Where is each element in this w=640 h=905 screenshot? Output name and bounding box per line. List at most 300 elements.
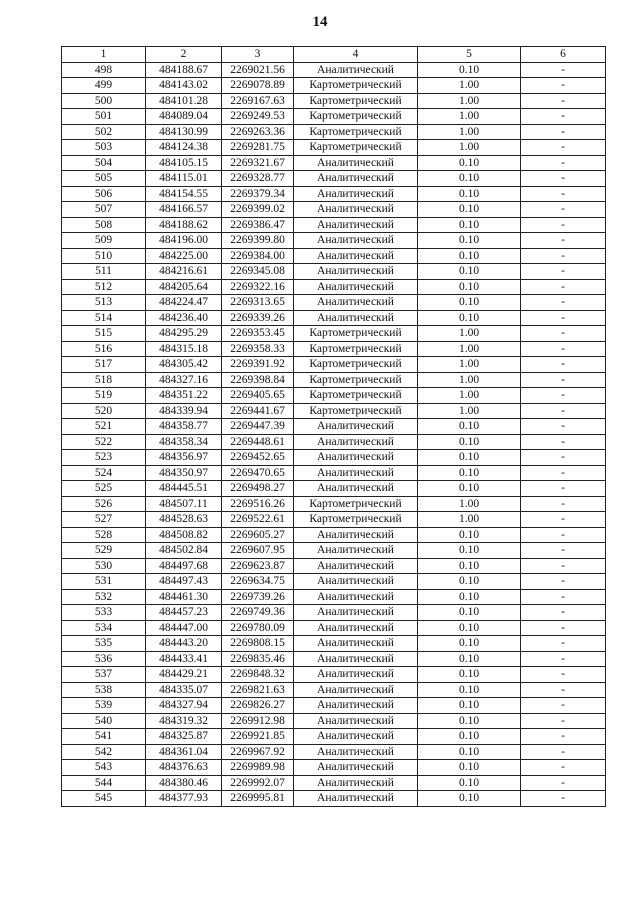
point-number-cell: 538 [62, 682, 146, 698]
note-cell: - [521, 481, 606, 497]
note-cell: - [521, 419, 606, 435]
accuracy-cell: 0.10 [418, 667, 521, 683]
accuracy-cell: 1.00 [418, 388, 521, 404]
accuracy-cell: 0.10 [418, 419, 521, 435]
method-cell: Аналитический [294, 450, 418, 466]
accuracy-cell: 0.10 [418, 729, 521, 745]
point-number-cell: 501 [62, 109, 146, 125]
x-coordinate-cell: 484429.21 [146, 667, 222, 683]
table-row [62, 729, 606, 745]
table-row [62, 279, 606, 295]
y-coordinate-cell: 2269780.09 [222, 620, 294, 636]
method-cell: Аналитический [294, 543, 418, 559]
note-cell: - [521, 93, 606, 109]
point-number-cell: 529 [62, 543, 146, 559]
method-cell: Аналитический [294, 465, 418, 481]
accuracy-cell: 1.00 [418, 326, 521, 342]
x-coordinate-cell: 484508.82 [146, 527, 222, 543]
point-number-cell: 513 [62, 295, 146, 311]
note-cell: - [521, 465, 606, 481]
method-cell: Аналитический [294, 233, 418, 249]
accuracy-cell: 0.10 [418, 543, 521, 559]
method-cell: Аналитический [294, 760, 418, 776]
accuracy-cell: 1.00 [418, 78, 521, 94]
accuracy-cell: 0.10 [418, 589, 521, 605]
point-number-cell: 543 [62, 760, 146, 776]
accuracy-cell: 0.10 [418, 264, 521, 280]
method-cell: Аналитический [294, 791, 418, 807]
method-cell: Аналитический [294, 775, 418, 791]
accuracy-cell: 0.10 [418, 481, 521, 497]
method-cell: Аналитический [294, 171, 418, 187]
y-coordinate-cell: 2269021.56 [222, 62, 294, 78]
accuracy-cell: 0.10 [418, 620, 521, 636]
note-cell: - [521, 527, 606, 543]
note-cell: - [521, 744, 606, 760]
x-coordinate-cell: 484377.93 [146, 791, 222, 807]
method-cell: Картометрический [294, 93, 418, 109]
x-coordinate-cell: 484327.16 [146, 372, 222, 388]
method-cell: Аналитический [294, 155, 418, 171]
method-cell: Аналитический [294, 574, 418, 590]
accuracy-cell: 0.10 [418, 186, 521, 202]
x-coordinate-cell: 484325.87 [146, 729, 222, 745]
y-coordinate-cell: 2269386.47 [222, 217, 294, 233]
note-cell: - [521, 62, 606, 78]
note-cell: - [521, 186, 606, 202]
note-cell: - [521, 264, 606, 280]
method-cell: Картометрический [294, 372, 418, 388]
note-cell: - [521, 698, 606, 714]
note-cell: - [521, 620, 606, 636]
note-cell: - [521, 155, 606, 171]
note-cell: - [521, 124, 606, 140]
method-cell: Картометрический [294, 124, 418, 140]
table-row [62, 605, 606, 621]
point-number-cell: 500 [62, 93, 146, 109]
y-coordinate-cell: 2269808.15 [222, 636, 294, 652]
x-coordinate-cell: 484327.94 [146, 698, 222, 714]
point-number-cell: 516 [62, 341, 146, 357]
point-number-cell: 510 [62, 248, 146, 264]
table-row [62, 295, 606, 311]
note-cell: - [521, 217, 606, 233]
point-number-cell: 505 [62, 171, 146, 187]
y-coordinate-cell: 2269522.61 [222, 512, 294, 528]
x-coordinate-cell: 484457.23 [146, 605, 222, 621]
table-row [62, 791, 606, 807]
accuracy-cell: 0.10 [418, 450, 521, 466]
y-coordinate-cell: 2269967.92 [222, 744, 294, 760]
x-coordinate-cell: 484497.68 [146, 558, 222, 574]
table-row [62, 527, 606, 543]
note-cell: - [521, 140, 606, 156]
table-row [62, 372, 606, 388]
accuracy-cell: 0.10 [418, 295, 521, 311]
y-coordinate-cell: 2269516.26 [222, 496, 294, 512]
x-coordinate-cell: 484356.97 [146, 450, 222, 466]
y-coordinate-cell: 2269078.89 [222, 78, 294, 94]
y-coordinate-cell: 2269605.27 [222, 527, 294, 543]
column-header: 6 [521, 47, 606, 63]
x-coordinate-cell: 484358.77 [146, 419, 222, 435]
table-row [62, 744, 606, 760]
y-coordinate-cell: 2269912.98 [222, 713, 294, 729]
coordinates-table [61, 46, 606, 807]
accuracy-cell: 1.00 [418, 372, 521, 388]
x-coordinate-cell: 484188.67 [146, 62, 222, 78]
point-number-cell: 524 [62, 465, 146, 481]
x-coordinate-cell: 484376.63 [146, 760, 222, 776]
method-cell: Аналитический [294, 62, 418, 78]
method-cell: Аналитический [294, 279, 418, 295]
method-cell: Аналитический [294, 620, 418, 636]
note-cell: - [521, 589, 606, 605]
point-number-cell: 508 [62, 217, 146, 233]
y-coordinate-cell: 2269448.61 [222, 434, 294, 450]
point-number-cell: 527 [62, 512, 146, 528]
table-row [62, 667, 606, 683]
point-number-cell: 509 [62, 233, 146, 249]
table-row [62, 419, 606, 435]
note-cell: - [521, 651, 606, 667]
y-coordinate-cell: 2269339.26 [222, 310, 294, 326]
table-row [62, 388, 606, 404]
method-cell: Аналитический [294, 202, 418, 218]
method-cell: Аналитический [294, 264, 418, 280]
point-number-cell: 525 [62, 481, 146, 497]
table-row [62, 403, 606, 419]
method-cell: Аналитический [294, 729, 418, 745]
point-number-cell: 511 [62, 264, 146, 280]
accuracy-cell: 0.10 [418, 605, 521, 621]
note-cell: - [521, 450, 606, 466]
y-coordinate-cell: 2269313.65 [222, 295, 294, 311]
point-number-cell: 523 [62, 450, 146, 466]
table-row [62, 341, 606, 357]
y-coordinate-cell: 2269835.46 [222, 651, 294, 667]
note-cell: - [521, 496, 606, 512]
point-number-cell: 515 [62, 326, 146, 342]
note-cell: - [521, 574, 606, 590]
table-row [62, 434, 606, 450]
accuracy-cell: 0.10 [418, 791, 521, 807]
point-number-cell: 503 [62, 140, 146, 156]
table-row [62, 62, 606, 78]
x-coordinate-cell: 484447.00 [146, 620, 222, 636]
point-number-cell: 533 [62, 605, 146, 621]
table-row [62, 512, 606, 528]
point-number-cell: 530 [62, 558, 146, 574]
table-row [62, 760, 606, 776]
x-coordinate-cell: 484319.32 [146, 713, 222, 729]
x-coordinate-cell: 484380.46 [146, 775, 222, 791]
accuracy-cell: 0.10 [418, 682, 521, 698]
y-coordinate-cell: 2269405.65 [222, 388, 294, 404]
method-cell: Аналитический [294, 651, 418, 667]
x-coordinate-cell: 484166.57 [146, 202, 222, 218]
x-coordinate-cell: 484143.02 [146, 78, 222, 94]
table-row [62, 326, 606, 342]
table-row [62, 140, 606, 156]
table-row [62, 109, 606, 125]
accuracy-cell: 0.10 [418, 713, 521, 729]
table-row [62, 543, 606, 559]
note-cell: - [521, 372, 606, 388]
x-coordinate-cell: 484361.04 [146, 744, 222, 760]
accuracy-cell: 1.00 [418, 124, 521, 140]
y-coordinate-cell: 2269447.39 [222, 419, 294, 435]
accuracy-cell: 0.10 [418, 744, 521, 760]
accuracy-cell: 0.10 [418, 248, 521, 264]
point-number-cell: 521 [62, 419, 146, 435]
y-coordinate-cell: 2269441.67 [222, 403, 294, 419]
note-cell: - [521, 434, 606, 450]
method-cell: Картометрический [294, 78, 418, 94]
table-row [62, 651, 606, 667]
table-row [62, 248, 606, 264]
y-coordinate-cell: 2269399.02 [222, 202, 294, 218]
x-coordinate-cell: 484339.94 [146, 403, 222, 419]
point-number-cell: 498 [62, 62, 146, 78]
point-number-cell: 531 [62, 574, 146, 590]
point-number-cell: 536 [62, 651, 146, 667]
accuracy-cell: 0.10 [418, 155, 521, 171]
accuracy-cell: 1.00 [418, 496, 521, 512]
x-coordinate-cell: 484105.15 [146, 155, 222, 171]
method-cell: Аналитический [294, 698, 418, 714]
y-coordinate-cell: 2269623.87 [222, 558, 294, 574]
y-coordinate-cell: 2269353.45 [222, 326, 294, 342]
accuracy-cell: 0.10 [418, 636, 521, 652]
method-cell: Аналитический [294, 434, 418, 450]
point-number-cell: 544 [62, 775, 146, 791]
x-coordinate-cell: 484350.97 [146, 465, 222, 481]
table-row [62, 775, 606, 791]
point-number-cell: 542 [62, 744, 146, 760]
y-coordinate-cell: 2269398.84 [222, 372, 294, 388]
accuracy-cell: 1.00 [418, 93, 521, 109]
method-cell: Аналитический [294, 310, 418, 326]
method-cell: Аналитический [294, 667, 418, 683]
point-number-cell: 522 [62, 434, 146, 450]
y-coordinate-cell: 2269749.36 [222, 605, 294, 621]
page-number: 14 [312, 14, 328, 30]
column-header: 4 [294, 47, 418, 63]
y-coordinate-cell: 2269358.33 [222, 341, 294, 357]
note-cell: - [521, 357, 606, 373]
x-coordinate-cell: 484295.29 [146, 326, 222, 342]
x-coordinate-cell: 484335.07 [146, 682, 222, 698]
point-number-cell: 535 [62, 636, 146, 652]
table-row [62, 217, 606, 233]
note-cell: - [521, 667, 606, 683]
table-row [62, 264, 606, 280]
method-cell: Картометрический [294, 140, 418, 156]
note-cell: - [521, 388, 606, 404]
x-coordinate-cell: 484315.18 [146, 341, 222, 357]
y-coordinate-cell: 2269345.08 [222, 264, 294, 280]
table-header [62, 47, 606, 63]
accuracy-cell: 0.10 [418, 651, 521, 667]
note-cell: - [521, 729, 606, 745]
x-coordinate-cell: 484497.43 [146, 574, 222, 590]
point-number-cell: 502 [62, 124, 146, 140]
note-cell: - [521, 248, 606, 264]
accuracy-cell: 0.10 [418, 698, 521, 714]
method-cell: Аналитический [294, 248, 418, 264]
header-row [62, 47, 606, 63]
accuracy-cell: 0.10 [418, 233, 521, 249]
note-cell: - [521, 326, 606, 342]
note-cell: - [521, 760, 606, 776]
x-coordinate-cell: 484216.61 [146, 264, 222, 280]
note-cell: - [521, 682, 606, 698]
y-coordinate-cell: 2269995.81 [222, 791, 294, 807]
table-row [62, 450, 606, 466]
y-coordinate-cell: 2269322.16 [222, 279, 294, 295]
accuracy-cell: 0.10 [418, 574, 521, 590]
y-coordinate-cell: 2269992.07 [222, 775, 294, 791]
accuracy-cell: 0.10 [418, 558, 521, 574]
x-coordinate-cell: 484507.11 [146, 496, 222, 512]
y-coordinate-cell: 2269452.65 [222, 450, 294, 466]
x-coordinate-cell: 484196.00 [146, 233, 222, 249]
x-coordinate-cell: 484502.84 [146, 543, 222, 559]
y-coordinate-cell: 2269921.85 [222, 729, 294, 745]
accuracy-cell: 0.10 [418, 62, 521, 78]
x-coordinate-cell: 484528.63 [146, 512, 222, 528]
note-cell: - [521, 109, 606, 125]
note-cell: - [521, 310, 606, 326]
table-row [62, 558, 606, 574]
method-cell: Аналитический [294, 481, 418, 497]
point-number-cell: 504 [62, 155, 146, 171]
y-coordinate-cell: 2269989.98 [222, 760, 294, 776]
point-number-cell: 532 [62, 589, 146, 605]
method-cell: Аналитический [294, 186, 418, 202]
table-row [62, 589, 606, 605]
point-number-cell: 499 [62, 78, 146, 94]
table-row [62, 698, 606, 714]
table-row [62, 310, 606, 326]
x-coordinate-cell: 484236.40 [146, 310, 222, 326]
y-coordinate-cell: 2269167.63 [222, 93, 294, 109]
y-coordinate-cell: 2269379.34 [222, 186, 294, 202]
table-row [62, 171, 606, 187]
x-coordinate-cell: 484305.42 [146, 357, 222, 373]
table-row [62, 481, 606, 497]
method-cell: Аналитический [294, 217, 418, 233]
x-coordinate-cell: 484461.30 [146, 589, 222, 605]
y-coordinate-cell: 2269281.75 [222, 140, 294, 156]
point-number-cell: 545 [62, 791, 146, 807]
note-cell: - [521, 636, 606, 652]
y-coordinate-cell: 2269321.67 [222, 155, 294, 171]
x-coordinate-cell: 484445.51 [146, 481, 222, 497]
method-cell: Картометрический [294, 357, 418, 373]
table-body [62, 62, 606, 806]
accuracy-cell: 0.10 [418, 527, 521, 543]
point-number-cell: 512 [62, 279, 146, 295]
x-coordinate-cell: 484358.34 [146, 434, 222, 450]
y-coordinate-cell: 2269399.80 [222, 233, 294, 249]
accuracy-cell: 0.10 [418, 310, 521, 326]
x-coordinate-cell: 484351.22 [146, 388, 222, 404]
x-coordinate-cell: 484154.55 [146, 186, 222, 202]
column-header: 2 [146, 47, 222, 63]
accuracy-cell: 1.00 [418, 341, 521, 357]
point-number-cell: 534 [62, 620, 146, 636]
table-row [62, 357, 606, 373]
method-cell: Аналитический [294, 527, 418, 543]
note-cell: - [521, 605, 606, 621]
accuracy-cell: 0.10 [418, 760, 521, 776]
point-number-cell: 517 [62, 357, 146, 373]
note-cell: - [521, 713, 606, 729]
y-coordinate-cell: 2269826.27 [222, 698, 294, 714]
y-coordinate-cell: 2269821.63 [222, 682, 294, 698]
accuracy-cell: 1.00 [418, 109, 521, 125]
method-cell: Картометрический [294, 512, 418, 528]
column-header: 1 [62, 47, 146, 63]
point-number-cell: 506 [62, 186, 146, 202]
method-cell: Картометрический [294, 403, 418, 419]
table-row [62, 465, 606, 481]
x-coordinate-cell: 484124.38 [146, 140, 222, 156]
method-cell: Картометрический [294, 388, 418, 404]
column-header: 5 [418, 47, 521, 63]
accuracy-cell: 0.10 [418, 202, 521, 218]
accuracy-cell: 1.00 [418, 512, 521, 528]
table-row [62, 713, 606, 729]
method-cell: Аналитический [294, 558, 418, 574]
method-cell: Аналитический [294, 295, 418, 311]
x-coordinate-cell: 484443.20 [146, 636, 222, 652]
point-number-cell: 518 [62, 372, 146, 388]
note-cell: - [521, 78, 606, 94]
table-row [62, 496, 606, 512]
note-cell: - [521, 171, 606, 187]
point-number-cell: 507 [62, 202, 146, 218]
table-row [62, 202, 606, 218]
y-coordinate-cell: 2269634.75 [222, 574, 294, 590]
x-coordinate-cell: 484225.00 [146, 248, 222, 264]
note-cell: - [521, 233, 606, 249]
note-cell: - [521, 543, 606, 559]
note-cell: - [521, 202, 606, 218]
accuracy-cell: 0.10 [418, 171, 521, 187]
point-number-cell: 540 [62, 713, 146, 729]
method-cell: Картометрический [294, 326, 418, 342]
point-number-cell: 537 [62, 667, 146, 683]
accuracy-cell: 1.00 [418, 140, 521, 156]
y-coordinate-cell: 2269607.95 [222, 543, 294, 559]
point-number-cell: 541 [62, 729, 146, 745]
accuracy-cell: 1.00 [418, 403, 521, 419]
x-coordinate-cell: 484205.64 [146, 279, 222, 295]
accuracy-cell: 0.10 [418, 279, 521, 295]
table-row [62, 124, 606, 140]
y-coordinate-cell: 2269384.00 [222, 248, 294, 264]
note-cell: - [521, 791, 606, 807]
method-cell: Картометрический [294, 496, 418, 512]
table-row [62, 186, 606, 202]
table-row [62, 620, 606, 636]
method-cell: Аналитический [294, 589, 418, 605]
note-cell: - [521, 341, 606, 357]
y-coordinate-cell: 2269328.77 [222, 171, 294, 187]
